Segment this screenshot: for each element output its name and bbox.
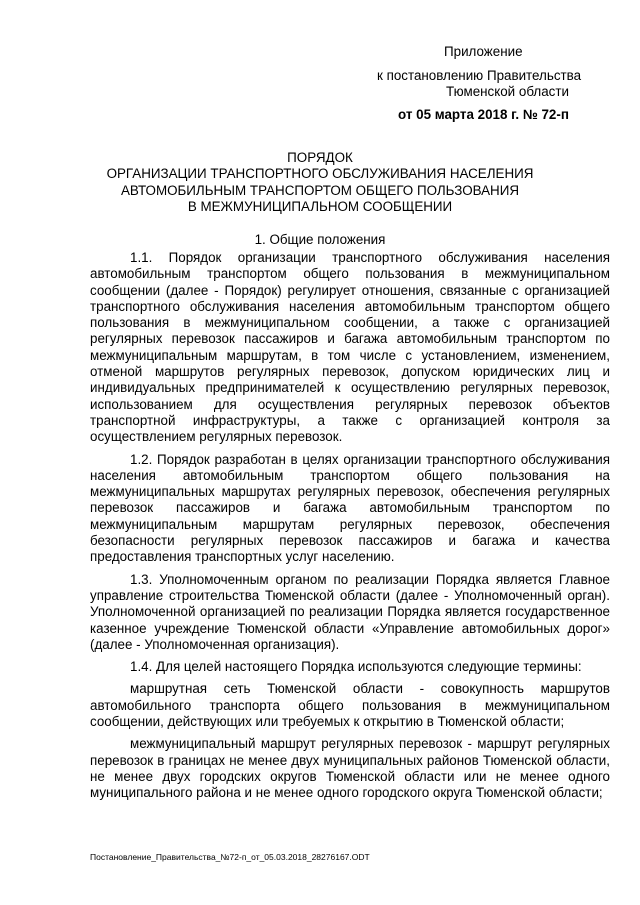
paragraph-1-1: 1.1. Порядок организации транспортного обслуживания населения автомобильным транспортом общего пользования в межмуниципальном сообщении (далее - Порядок) регулирует отношения, связанные с организацией транспортного обслуживания населения автомобильным транспортом общего пользования в межмуниципальном сообщении, а также с организацией регулярных перевозок пассажиров и багажа автомобильным транспортом по межмуниципальным маршрутам, в том числе с установлением, изменением, отменой маршрутов регулярных перевозок, допуском юридических лиц и индивидуальных предпринимателей к осуществлению регулярных перевозок, использованием для осуществления регулярных перевозок объектов транспортной инфраструктуры, а также с организацией контроля за осуществлением регулярных перевозок. [90,250,610,445]
title-line: ОРГАНИЗАЦИИ ТРАНСПОРТНОГО ОБСЛУЖИВАНИЯ НАСЕЛЕНИЯ [106,166,534,182]
appendix-region: Тюменской области [446,84,569,99]
document-body [90,250,610,808]
appendix-date-number: от 05 марта 2018 г. № 72-п [398,107,569,122]
appendix-reference: к постановлению Правительства [377,68,582,83]
section-heading: 1. Общие положения [254,232,386,247]
title-line: В МЕЖМУНИЦИПАЛЬНОМ СООБЩЕНИИ [187,198,453,214]
paragraph-1-4: 1.4. Для целей настоящего Порядка используются следующие термины: [130,659,582,675]
paragraph-1-3: 1.3. Уполномоченным органом по реализации Порядка является Главное управление строительства Тюменской области (далее - Уполномоченный орган). Уполномоченной организацией по реализации Порядка является государственное казенное учреждение Тюменской области «Управление автомобильных дорог» (далее - Уполномоченная организация). [90,571,610,652]
title-line: АВТОМОБИЛЬНЫМ ТРАНСПОРТОМ ОБЩЕГО ПОЛЬЗОВАНИЯ [120,182,519,198]
footer-filename: Постановление_Правительства_№72-п_от_05.03.2018_28276167.ODT [90,852,370,862]
paragraph-1-2: 1.2. Порядок разработан в целях организации транспортного обслуживания населения автомобильным транспортом общего пользования на межмуниципальных маршрутах регулярных перевозок, обеспечения регулярных перевозок пассажиров и багажа автомобильным транспортом по межмуниципальным маршрутам регулярных перевозок, обеспечения безопасности регулярных перевозок пассажиров и багажа и качества предоставления транспортных услуг населению. [90,451,610,565]
document-title [80,150,560,215]
title-line: ПОРЯДОК [287,150,353,165]
appendix-label: Приложение [444,44,523,59]
term-intermunicipal-route: межмуниципальный маршрут регулярных перевозок - маршрут регулярных перевозок в границах не менее двух муниципальных районов Тюменской области, не менее двух городских округов Тюменской области или не менее одного муниципального района и не менее одного городского округа Тюменской области; [90,736,610,801]
term-route-network: маршрутная сеть Тюменской области - совокупность маршрутов автомобильного транспорта общего пользования в межмуниципальном сообщении, действующих или требуемых к открытию в Тюменской области; [90,681,610,730]
